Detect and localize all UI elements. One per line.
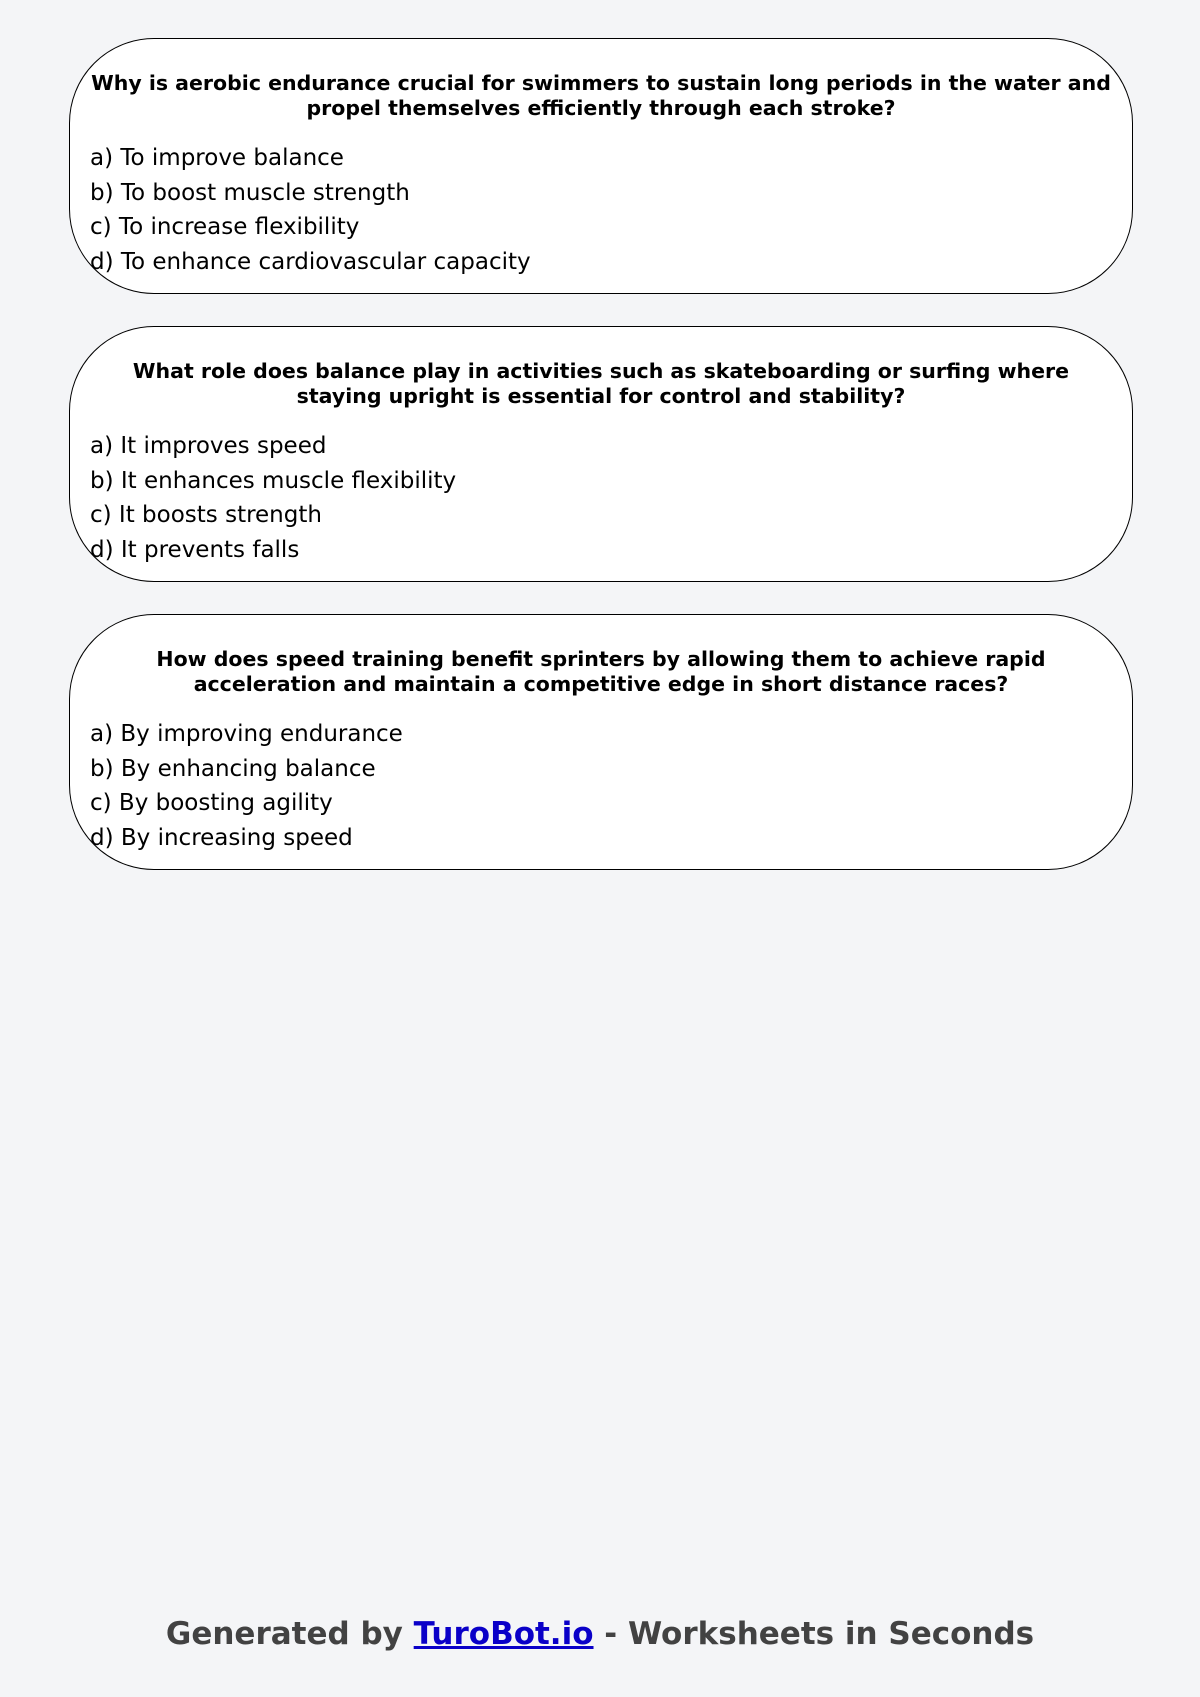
- answer-option-b: b) By enhancing balance: [90, 755, 376, 782]
- answer-option-c: c) It boosts strength: [90, 502, 322, 528]
- answer-option-b: b) It enhances muscle flexibility: [90, 467, 457, 494]
- answer-option-c: c) To increase flexibility: [90, 214, 360, 240]
- question-card: [69, 38, 1133, 294]
- footer-credit: [0, 1616, 1200, 1652]
- answer-option-d: d) By increasing speed: [90, 824, 353, 851]
- question-text: How does speed training benefit sprinters by allowing them to achieve rapid acceleration and maintain a competitive edge in short distance races?: [156, 647, 1046, 696]
- footer-suffix: - Worksheets in Seconds: [593, 1616, 1035, 1652]
- answer-options: [90, 141, 1112, 279]
- question-list: [69, 38, 1133, 902]
- answer-option-d: d) It prevents falls: [90, 536, 300, 563]
- question-text: What role does balance play in activities such as skateboarding or surfing where staying upright is essential for control and stability?: [132, 359, 1070, 408]
- answer-option-d: d) To enhance cardiovascular capacity: [90, 248, 531, 275]
- answer-options: [90, 717, 1112, 855]
- answer-options: [90, 429, 1112, 567]
- question-card: [69, 326, 1133, 582]
- answer-option-c: c) By boosting agility: [90, 790, 333, 816]
- answer-option-b: b) To boost muscle strength: [90, 179, 410, 206]
- answer-option-a: a) By improving endurance: [90, 721, 403, 747]
- answer-option-a: a) It improves speed: [90, 433, 327, 459]
- turobot-link[interactable]: TuroBot.io: [413, 1616, 594, 1652]
- footer-prefix: Generated by: [165, 1616, 414, 1652]
- question-text: Why is aerobic endurance crucial for swimmers to sustain long periods in the water and propel themselves efficiently through each stroke?: [91, 71, 1111, 120]
- answer-option-a: a) To improve balance: [90, 145, 344, 171]
- question-card: [69, 614, 1133, 870]
